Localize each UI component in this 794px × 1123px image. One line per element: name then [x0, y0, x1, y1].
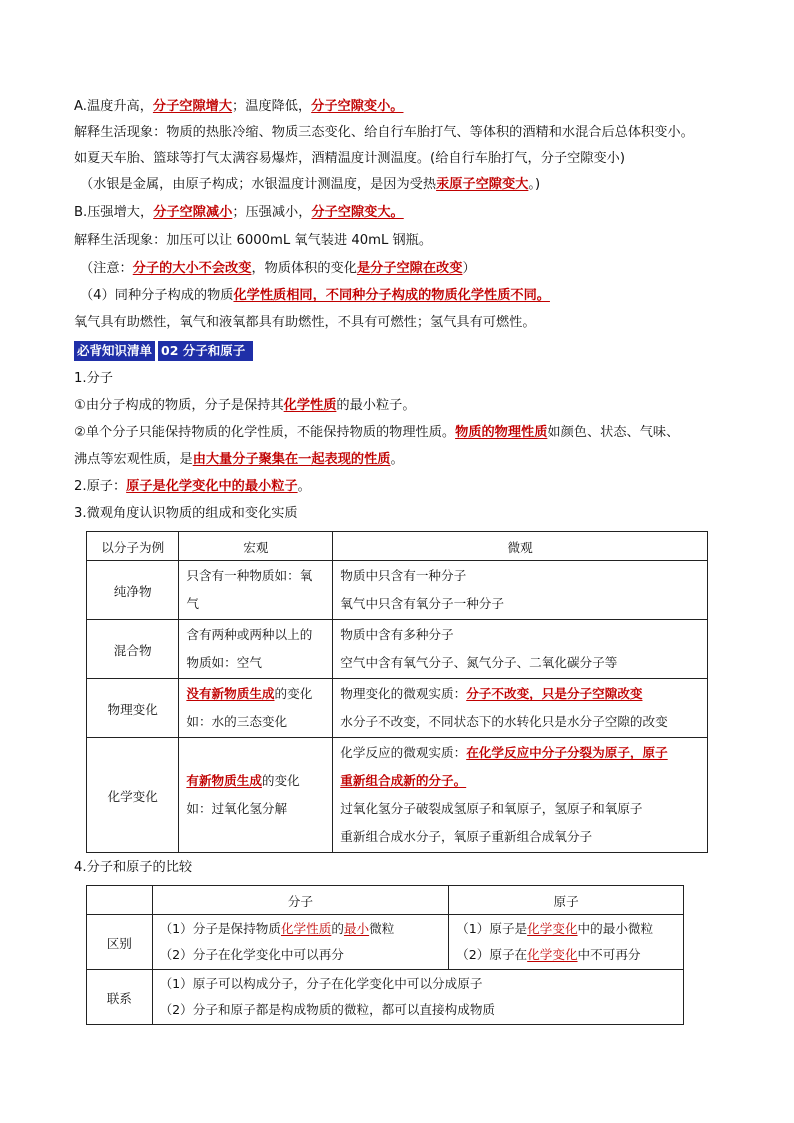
highlight: 分子空隙减小	[153, 205, 233, 220]
oxygen-line: 氧气具有助燃性，氧气和液氧都具有助燃性，不具有可燃性；氢气具有可燃性。	[74, 315, 536, 330]
row-label: 混合物	[87, 620, 179, 679]
highlight: 最小	[343, 921, 370, 936]
highlight: 化学性质相同，不同种分子构成的物质化学性质不同。	[233, 288, 550, 303]
paragraph: 沸点等宏观性质，是由大量分子聚集在一起表现的性质。	[74, 452, 404, 467]
highlight: 分子空隙变大。	[311, 205, 404, 220]
highlight: 原子是化学变化中的最小粒子	[126, 479, 298, 494]
section-badge	[74, 341, 253, 361]
highlight: 化学变化	[527, 921, 578, 936]
section-heading: 3.微观角度认识物质的组成和变化实质	[74, 506, 298, 521]
highlight: 物质的物理性质	[455, 425, 548, 440]
table-row	[87, 970, 684, 1025]
micro-cell: 物质中含有多种分子 空气中含有氧气分子、氮气分子、二氧化碳分子等	[333, 620, 708, 679]
micro-cell: 化学反应的微观实质：在化学反应中分子分裂为原子，原子 重新组合成新的分子。 过氧化氢分子破裂成氢原子和氧原子，氢原子和氧原子 重新组合成水分子，氧原子重新组合成氧分子	[333, 738, 708, 853]
mercury-note: （水银是金属，由原子构成；水银温度计测温度，是因为受热汞原子空隙变大。)	[80, 177, 541, 192]
highlight: 化学性质	[283, 398, 337, 413]
pressure-line: B.压强增大，分子空隙减小；压强减小，分子空隙变大。	[74, 205, 404, 220]
highlight: 有新物质生成	[186, 773, 262, 788]
attention-note: （注意：分子的大小不会改变，物质体积的变化是分子空隙在改变）	[80, 261, 476, 276]
highlight: 化学性质	[280, 921, 332, 936]
composition-table	[86, 531, 708, 853]
row-label: 区别	[87, 915, 153, 970]
highlight: 没有新物质生成	[186, 686, 275, 701]
section-heading: 4.分子和原子的比较	[74, 860, 193, 875]
section-heading: 1.分子	[74, 371, 113, 386]
atom-cell: （1）原子是化学变化中的最小微粒 （2）原子在化学变化中不可再分	[449, 915, 684, 970]
highlight: 化学变化	[527, 947, 578, 962]
table-row	[87, 915, 684, 970]
table-header: 微观	[333, 532, 708, 561]
badge-label: 必背知识清单	[74, 341, 155, 361]
temperature-line: A.温度升高，分子空隙增大；温度降低，分子空隙变小。	[74, 99, 404, 114]
highlight: 分子的大小不会改变	[132, 261, 252, 276]
micro-cell: 物质中只含有一种分子 氧气中只含有氧分子一种分子	[333, 561, 708, 620]
table-header-row	[87, 886, 684, 915]
micro-cell: 物理变化的微观实质：分子不改变，只是分子空隙改变 水分子不改变，不同状态下的水转化只是水分子空隙的改变	[333, 679, 708, 738]
row-label: 化学变化	[87, 738, 179, 853]
highlight: 汞原子空隙变大	[436, 177, 529, 192]
table-header: 宏观	[179, 532, 333, 561]
highlight: 由大量分子聚集在一起表现的性质	[192, 452, 391, 467]
macro-cell: 含有两种或两种以上的 物质如：空气	[179, 620, 333, 679]
example-line: 如夏天车胎、篮球等打气太满容易爆炸，酒精温度计测温度。(给自行车胎打气，分子空隙变小)	[74, 151, 625, 166]
explanation-line: 解释生活现象：加压可以让 6000mL 氧气装进 40mL 钢瓶。	[74, 233, 433, 248]
table-header: 分子	[152, 886, 449, 915]
molecule-cell: （1）分子是保持物质化学性质的最小微粒 （2）分子在化学变化中可以再分	[152, 915, 449, 970]
paragraph: ②单个分子只能保持物质的化学性质，不能保持物质的物理性质。物质的物理性质如颜色、状态、气味、	[74, 425, 680, 440]
highlight: 分子不改变，只是分子空隙改变	[466, 686, 643, 701]
paragraph: ①由分子构成的物质，分子是保持其化学性质的最小粒子。	[74, 398, 416, 413]
highlight: 重新组合成新的分子。	[340, 773, 467, 788]
chemical-property-line: （4）同种分子构成的物质化学性质相同，不同种分子构成的物质化学性质不同。	[80, 288, 550, 303]
table-row	[87, 679, 708, 738]
macro-cell: 有新物质生成的变化 如：过氧化氢分解	[179, 738, 333, 853]
table-header: 原子	[449, 886, 684, 915]
highlight: 分子空隙变小。	[311, 99, 404, 114]
row-label: 物理变化	[87, 679, 179, 738]
table-header: 以分子为例	[87, 532, 179, 561]
link-cell: （1）原子可以构成分子，分子在化学变化中可以分成原子 （2）分子和原子都是构成物质的微粒，都可以直接构成物质	[152, 970, 683, 1025]
badge-title: 02 分子和原子	[158, 341, 253, 361]
table-row	[87, 620, 708, 679]
highlight: 是分子空隙在改变	[356, 261, 463, 276]
row-label: 联系	[87, 970, 153, 1025]
macro-cell: 没有新物质生成的变化 如：水的三态变化	[179, 679, 333, 738]
table-row	[87, 738, 708, 853]
table-row	[87, 561, 708, 620]
explanation-line: 解释生活现象：物质的热胀冷缩、物质三态变化、给自行车胎打气、等体积的酒精和水混合后总体积变小。	[74, 125, 694, 140]
comparison-table	[86, 885, 684, 1025]
row-label: 纯净物	[87, 561, 179, 620]
macro-cell: 只含有一种物质如：氧 气	[179, 561, 333, 620]
table-header-row	[87, 532, 708, 561]
highlight: 在化学反应中分子分裂为原子，原子	[466, 745, 668, 760]
section-heading: 2.原子：原子是化学变化中的最小粒子。	[74, 479, 311, 494]
highlight: 分子空隙增大	[152, 99, 233, 114]
